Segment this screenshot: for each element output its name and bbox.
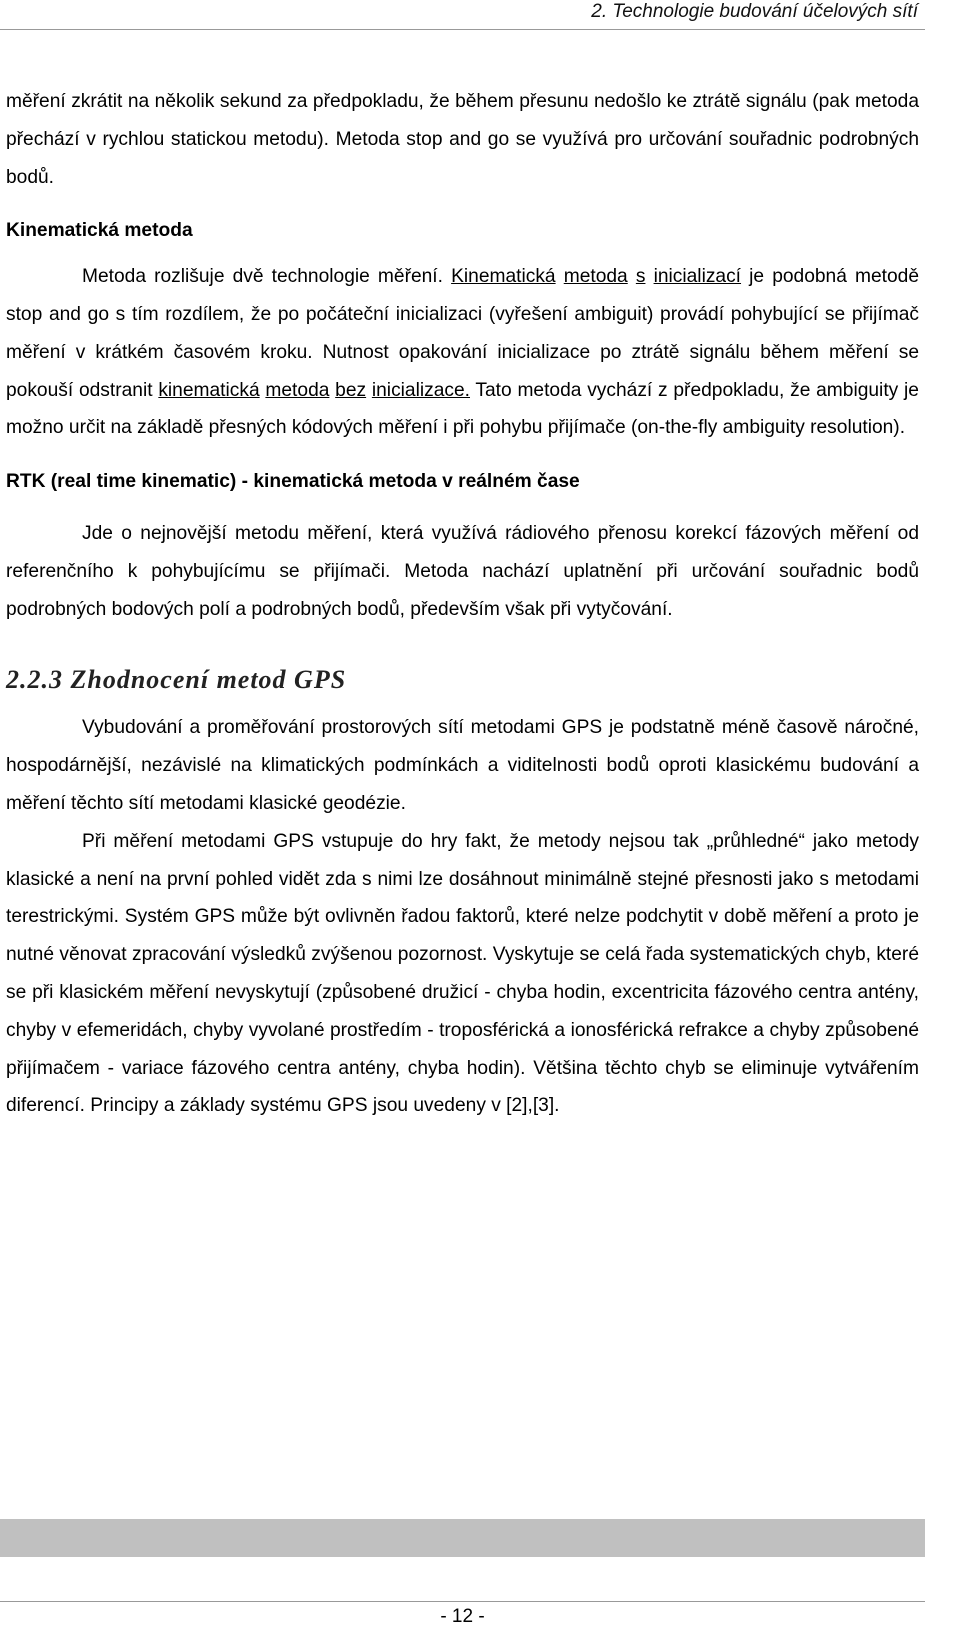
kinematic-method-heading: Kinematická metoda bbox=[6, 220, 193, 242]
paragraph-continuation: měření zkrátit na několik sekund za předpokladu, že během přesunu nedošlo ke ztrátě signálu (pak metoda přechází v rychlou statickou metodu). Metoda stop and go se využívá pro určování souřadnic podrobných bodů. bbox=[6, 91, 919, 188]
underlined-term: inicializací bbox=[653, 266, 742, 288]
footer-rule bbox=[0, 1601, 925, 1602]
evaluation-paragraph-2: Při měření metodami GPS vstupuje do hry fakt, že metody nejsou tak „průhledné“ jako metody klasické a není na první pohled vidět zda s nimi lze dosáhnout minimálně stejné přesnosti jako s metodami terestrickými. Systém GPS může být ovlivněn řadou faktorů, které nelze podchytit v době měření a proto je nutné věnovat zpracování výsledků zvýšenou pozornost. Vyskytuje se celá řada systematických chyb, které se při klasickém měření nevyskytují (způsobené družicí - chyba hodin, excentricita fázového centra antény, chyby v efemeridách, chyby vyvolané prostředím - troposférická a ionosférická refrakce a chyby způsobené přijímačem - variace fázového centra antény, chyba hodin). Většina těchto chyb se eliminuje vytvářením diferencí. Principy a základy systému GPS jsou uvedeny v [2],[3]. bbox=[6, 830, 919, 1117]
page-number: - 12 - bbox=[440, 1606, 485, 1627]
running-title: 2. Technologie budování účelových sítí bbox=[591, 1, 918, 22]
header-rule bbox=[0, 29, 925, 30]
section-heading bbox=[6, 658, 919, 705]
underlined-term: kinematická bbox=[158, 379, 260, 401]
section-title: 2.2.3 Zhodnocení metod GPS bbox=[6, 665, 347, 695]
underlined-term: s bbox=[635, 266, 646, 288]
underlined-term: Kinematická bbox=[451, 266, 556, 288]
underlined-term: bez bbox=[335, 379, 367, 401]
kinematic-method-paragraph bbox=[6, 258, 919, 447]
text-run: Tato metoda vychází z předpokladu, že ambiguity je možno určit na základě přesných kódových měření i při pohybu přijímače (on-the-fly ambiguity resolution). bbox=[6, 379, 919, 439]
page-header bbox=[0, 0, 960, 28]
page-body bbox=[6, 83, 919, 1125]
underlined-term: metoda bbox=[265, 379, 330, 401]
evaluation-paragraph-1: Vybudování a proměřování prostorových sítí metodami GPS je podstatně méně časově náročné, hospodárnější, nezávislé na klimatických podmínkách a viditelnosti bodů oproti klasickému budování a měření těchto sítí metodami klasické geodézie. bbox=[6, 717, 919, 814]
rtk-heading: RTK (real time kinematic) - kinematická metoda v reálném čase bbox=[6, 471, 580, 493]
text-run: je podobná metodě stop and go s tím rozdílem, že po počáteční inicializaci (vyřešení ambiguit) provádí pohybující se přijímač měření v krátkém časovém kroku. Nutnost opakování inicializace po ztrátě signálu během měření se pokouší odstranit bbox=[6, 266, 920, 401]
underlined-term: metoda bbox=[563, 266, 628, 288]
footer-bar bbox=[0, 1519, 925, 1557]
rtk-paragraph: Jde o nejnovější metodu měření, která využívá rádiového přenosu korekcí fázových měření od referenčního k pohybujícímu se přijímači. Metoda nachází uplatnění při určování souřadnic bodů podrobných bodových polí a podrobných bodů, především však při vytyčování. bbox=[6, 522, 919, 620]
underlined-term: inicializace. bbox=[371, 379, 470, 401]
text-run: Metoda rozlišuje dvě technologie měření. bbox=[82, 266, 452, 288]
